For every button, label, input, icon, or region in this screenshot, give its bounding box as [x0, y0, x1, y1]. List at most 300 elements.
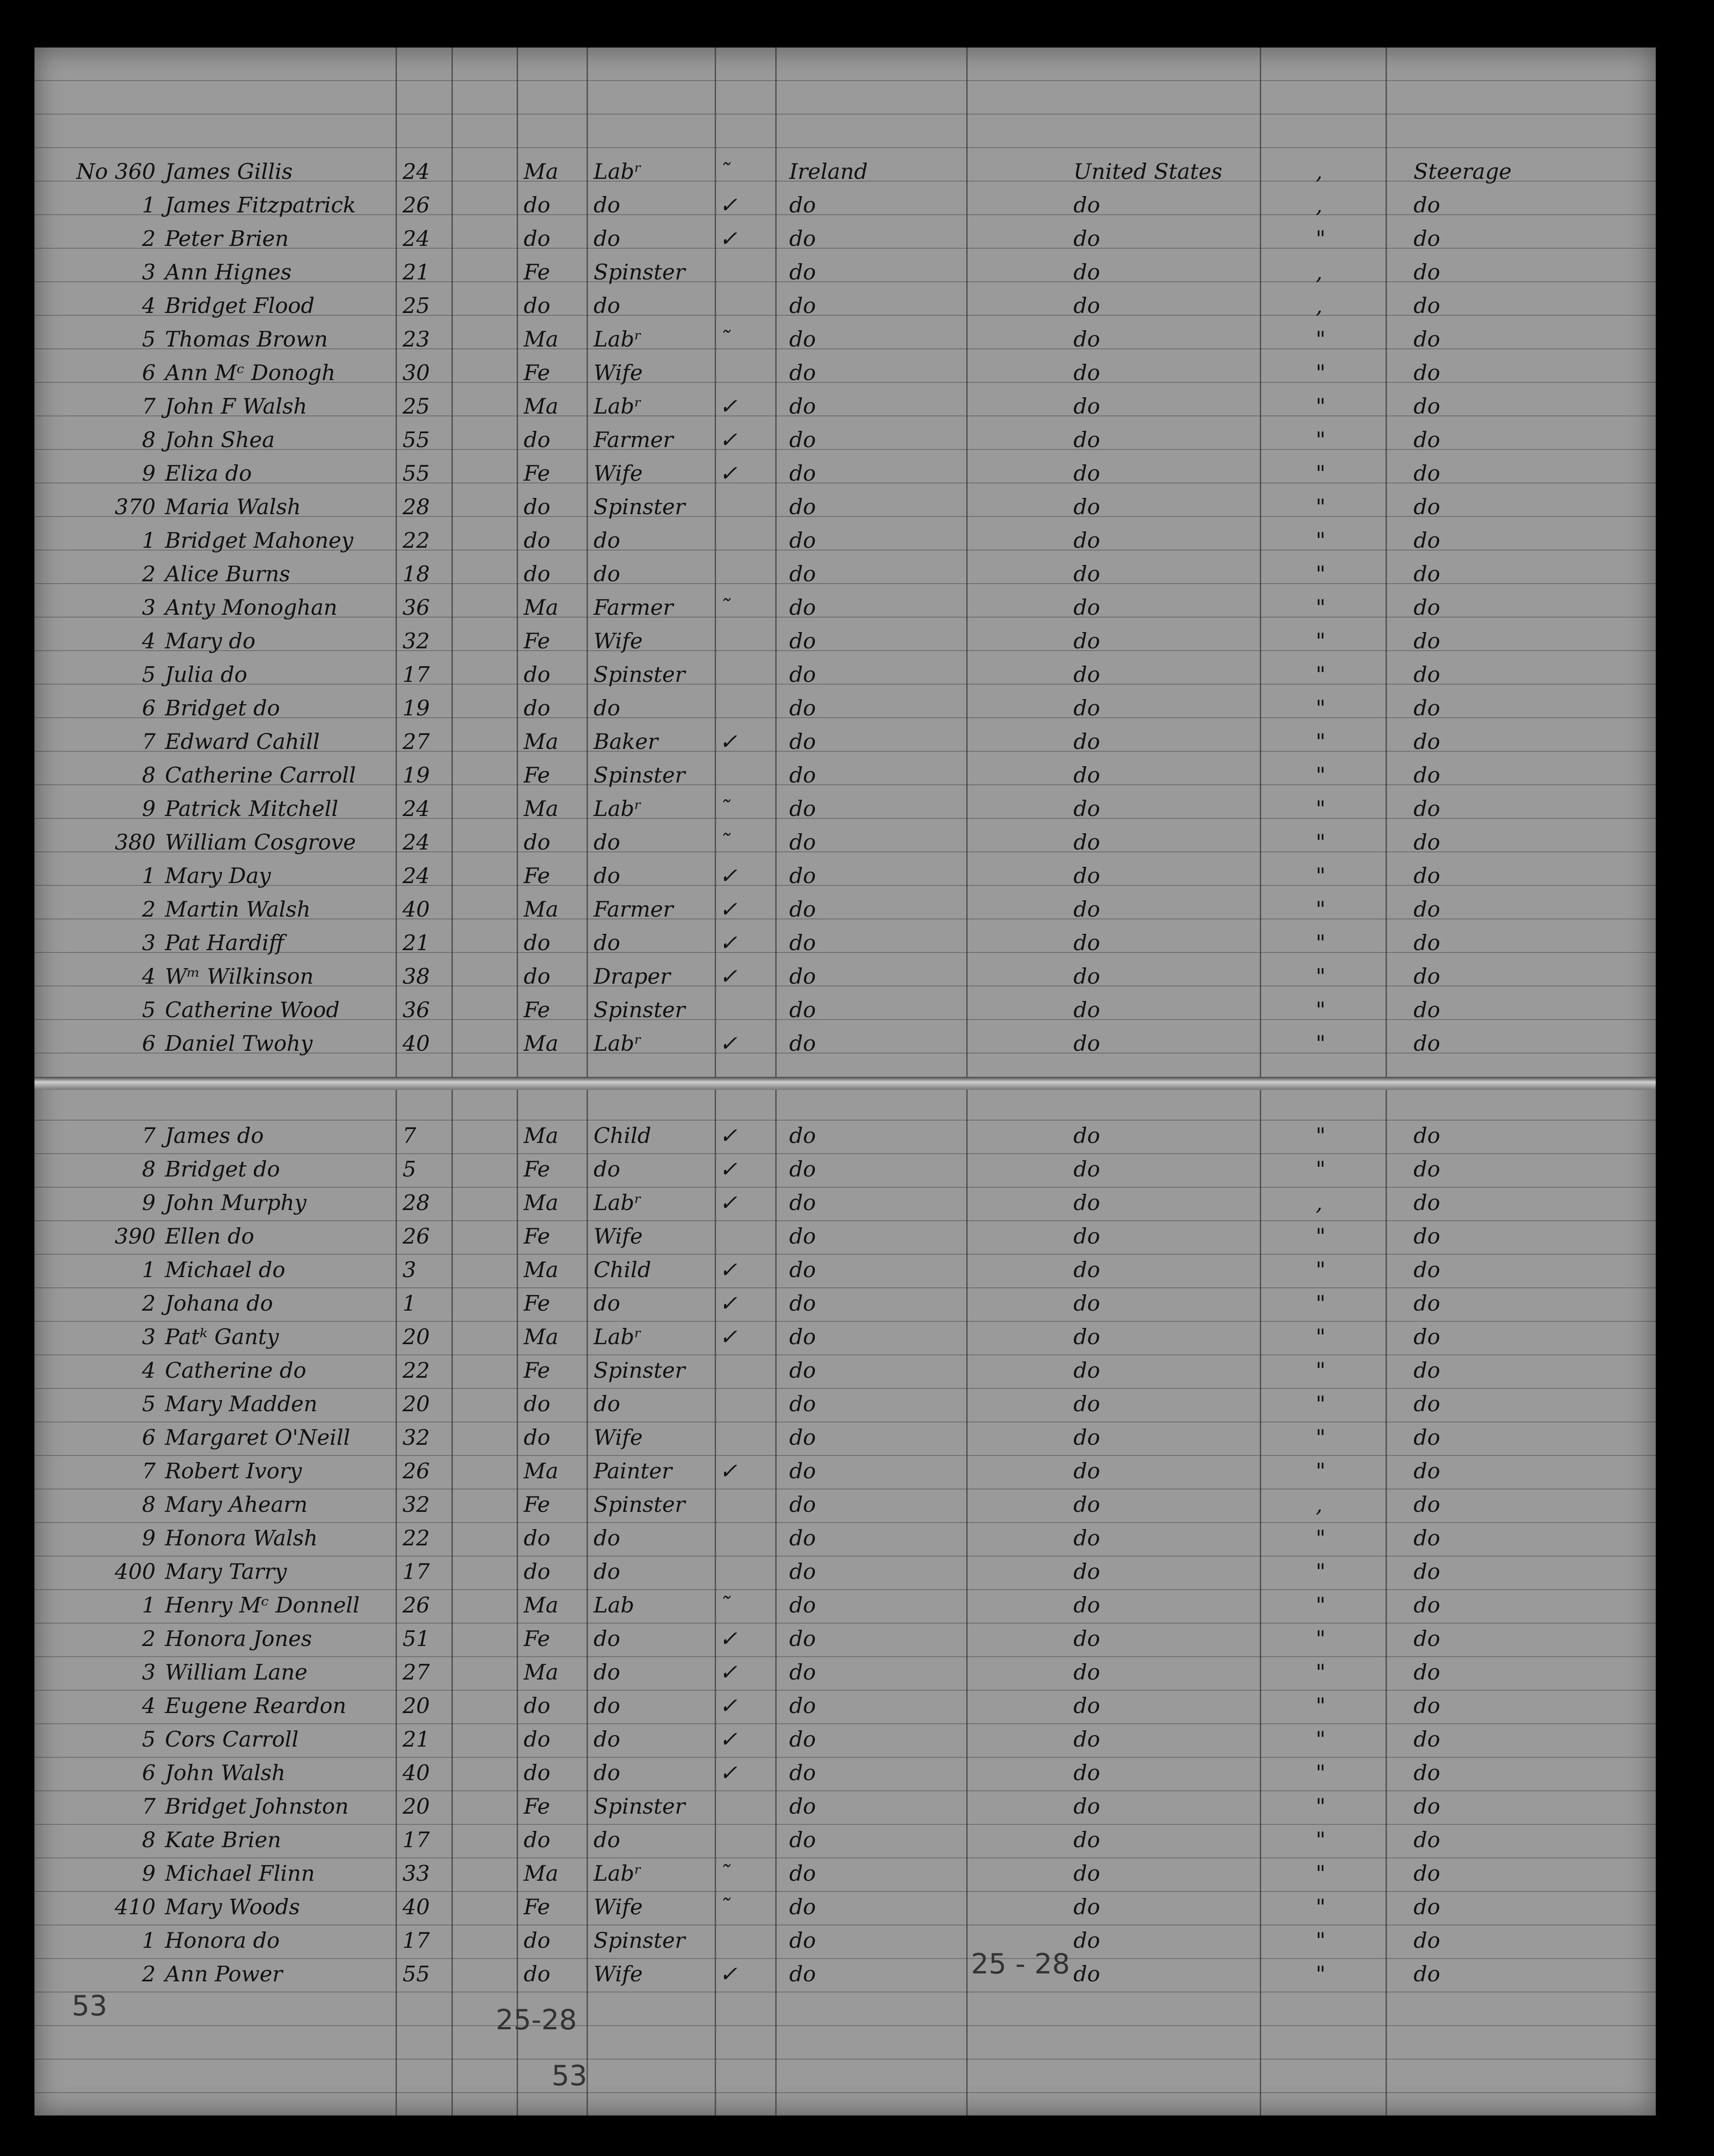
cell-from: do [789, 1827, 816, 1852]
cell-check: ✓ [719, 1031, 737, 1056]
pencil-note: 25 - 28 [971, 1948, 1070, 1980]
cell-from: do [789, 1391, 816, 1416]
cell-sex: do [524, 695, 551, 721]
passenger-row [34, 1320, 1656, 1353]
cell-name: Michael do [165, 1257, 286, 1282]
cell-to: do [1073, 561, 1100, 586]
cell-class: do [1414, 561, 1441, 586]
cell-age: 40 [403, 1760, 430, 1785]
cell-check: ˜ [719, 595, 730, 620]
cell-occupation: do [594, 192, 621, 218]
cell-from: do [789, 1257, 816, 1282]
cell-to: do [1073, 360, 1100, 385]
passenger-row [34, 456, 1656, 490]
cell-check: ✓ [719, 427, 737, 452]
cell-age: 22 [403, 1525, 430, 1551]
passenger-row [34, 1756, 1656, 1789]
cell-to: do [1073, 1727, 1100, 1752]
cell-occupation: Wife [594, 628, 643, 653]
cell-to: do [1073, 293, 1100, 318]
cell-num: 6 [142, 1760, 156, 1785]
cell-to: do [1073, 528, 1100, 553]
cell-from: do [789, 1559, 816, 1584]
cell-check: ✓ [719, 863, 737, 888]
cell-died: " [1316, 863, 1326, 888]
cell-age: 28 [403, 1190, 430, 1215]
cell-check: ✓ [719, 1961, 737, 1986]
cell-to: do [1073, 1031, 1100, 1056]
cell-from: do [789, 1727, 816, 1752]
cell-from: do [789, 662, 816, 687]
cell-age: 24 [403, 159, 430, 184]
cell-age: 55 [403, 461, 430, 486]
cell-name: James Gillis [165, 159, 293, 184]
passenger-row [34, 725, 1656, 758]
passenger-row [34, 1119, 1656, 1152]
cell-age: 7 [403, 1123, 417, 1148]
cell-sex: Ma [524, 796, 559, 821]
cell-check: ✓ [719, 1257, 737, 1282]
cell-num: 390 [115, 1224, 156, 1249]
cell-name: Ellen do [165, 1224, 254, 1249]
cell-name: Johana do [165, 1291, 273, 1316]
cell-sex: do [524, 1525, 551, 1551]
cell-num: 1 [142, 1592, 156, 1618]
cell-num: 1 [142, 528, 156, 553]
cell-name: Ann Mᶜ Donogh [165, 360, 336, 385]
cell-age: 18 [403, 561, 430, 586]
cell-to: do [1073, 1291, 1100, 1316]
cell-to: do [1073, 1324, 1100, 1349]
cell-from: do [789, 360, 816, 385]
cell-to: do [1073, 1425, 1100, 1450]
cell-sex: do [524, 1693, 551, 1718]
cell-to: do [1073, 762, 1100, 788]
cell-sex: Fe [524, 628, 550, 653]
cell-died: " [1316, 394, 1326, 419]
cell-sex: Ma [524, 1324, 559, 1349]
cell-age: 33 [403, 1861, 430, 1886]
cell-sex: do [524, 561, 551, 586]
cell-name: Bridget Johnston [165, 1794, 349, 1819]
cell-class: do [1414, 259, 1441, 285]
cell-num: 1 [142, 863, 156, 888]
cell-check: ˜ [719, 1894, 730, 1919]
cell-class: do [1414, 796, 1441, 821]
cell-sex: Ma [524, 1123, 559, 1148]
cell-occupation: Child [594, 1257, 651, 1282]
cell-class: do [1414, 964, 1441, 989]
cell-num: 8 [142, 427, 156, 452]
cell-occupation: Baker [594, 729, 658, 754]
cell-num: 380 [115, 830, 156, 855]
cell-class: do [1414, 1626, 1441, 1651]
cell-to: do [1073, 1190, 1100, 1215]
cell-occupation: do [594, 863, 621, 888]
cell-from: do [789, 1928, 816, 1953]
passenger-row [34, 557, 1656, 591]
cell-num: 2 [142, 897, 156, 922]
cell-num: 8 [142, 1156, 156, 1182]
cell-class: do [1414, 461, 1441, 486]
cell-name: James Fitzpatrick [165, 192, 356, 218]
cell-to: do [1073, 1224, 1100, 1249]
cell-from: do [789, 461, 816, 486]
cell-num: 5 [142, 997, 156, 1022]
cell-occupation: Spinster [594, 494, 685, 519]
cell-num: 9 [142, 1525, 156, 1551]
cell-check: ✓ [719, 1324, 737, 1349]
cell-num: 3 [142, 595, 156, 620]
cell-num: 5 [142, 1727, 156, 1752]
cell-died: " [1316, 830, 1326, 855]
cell-to: do [1073, 628, 1100, 653]
cell-died: " [1316, 1458, 1326, 1483]
cell-age: 27 [403, 1660, 430, 1685]
cell-to: do [1073, 1660, 1100, 1685]
cell-died: " [1316, 1559, 1326, 1584]
cell-occupation: Spinster [594, 997, 685, 1022]
cell-num: 4 [142, 964, 156, 989]
cell-died: , [1316, 192, 1323, 218]
cell-name: Bridget Mahoney [165, 528, 354, 553]
cell-from: do [789, 695, 816, 721]
passenger-row [34, 1957, 1656, 1991]
cell-num: 6 [142, 1031, 156, 1056]
cell-name: Maria Walsh [165, 494, 301, 519]
cell-occupation: do [594, 695, 621, 721]
cell-class: do [1414, 1861, 1441, 1886]
cell-name: Ann Hignes [165, 259, 292, 285]
cell-occupation: do [594, 1525, 621, 1551]
cell-sex: do [524, 1961, 551, 1986]
cell-to: do [1073, 1525, 1100, 1551]
cell-num: 7 [142, 1123, 156, 1148]
cell-num: 8 [142, 762, 156, 788]
cell-class: do [1414, 1827, 1441, 1852]
passenger-row [34, 1186, 1656, 1219]
cell-name: Catherine Wood [165, 997, 340, 1022]
cell-name: Bridget do [165, 695, 280, 721]
cell-to: do [1073, 259, 1100, 285]
cell-sex: Fe [524, 1794, 550, 1819]
cell-class: do [1414, 1123, 1441, 1148]
cell-sex: do [524, 1928, 551, 1953]
cell-occupation: Farmer [594, 427, 674, 452]
cell-class: do [1414, 1190, 1441, 1215]
cell-sex: Ma [524, 326, 559, 352]
cell-sex: Ma [524, 595, 559, 620]
cell-age: 17 [403, 1827, 430, 1852]
passenger-row [34, 892, 1656, 926]
cell-class: do [1414, 1928, 1441, 1953]
cell-from: do [789, 1358, 816, 1383]
cell-num: 4 [142, 628, 156, 653]
cell-to: do [1073, 192, 1100, 218]
cell-died: " [1316, 1961, 1326, 1986]
cell-from: do [789, 494, 816, 519]
cell-check: ✓ [719, 1190, 737, 1215]
cell-from: do [789, 1156, 816, 1182]
cell-name: Honora Jones [165, 1626, 312, 1651]
cell-check: ✓ [719, 1291, 737, 1316]
cell-check: ˜ [719, 796, 730, 821]
cell-check: ✓ [719, 1626, 737, 1651]
cell-check: ˜ [719, 159, 730, 184]
cell-age: 24 [403, 863, 430, 888]
cell-class: do [1414, 528, 1441, 553]
cell-check: ˜ [719, 1592, 730, 1618]
cell-from: do [789, 226, 816, 251]
cell-age: 55 [403, 427, 430, 452]
cell-died: " [1316, 1626, 1326, 1651]
cell-sex: do [524, 226, 551, 251]
cell-occupation: Farmer [594, 595, 674, 620]
cell-num: 6 [142, 695, 156, 721]
pencil-note: 53 [72, 1990, 108, 2022]
cell-age: 30 [403, 360, 430, 385]
cell-died: " [1316, 461, 1326, 486]
cell-num: 2 [142, 1626, 156, 1651]
cell-occupation: do [594, 1626, 621, 1651]
cell-occupation: Wife [594, 1894, 643, 1919]
cell-num: 4 [142, 1358, 156, 1383]
cell-sex: do [524, 192, 551, 218]
cell-sex: do [524, 830, 551, 855]
cell-died: " [1316, 695, 1326, 721]
cell-from: do [789, 1760, 816, 1785]
cell-to: do [1073, 1760, 1100, 1785]
cell-class: do [1414, 1291, 1441, 1316]
cell-num: 3 [142, 1324, 156, 1349]
cell-name: Honora do [165, 1928, 280, 1953]
cell-num: 1 [142, 192, 156, 218]
passenger-row [34, 959, 1656, 993]
cell-name: Bridget Flood [165, 293, 315, 318]
cell-class: do [1414, 1894, 1441, 1919]
cell-class: Steerage [1414, 159, 1512, 184]
cell-to: do [1073, 1693, 1100, 1718]
passenger-row [34, 1689, 1656, 1722]
passenger-row [34, 255, 1656, 289]
cell-died: , [1316, 259, 1323, 285]
cell-to: do [1073, 394, 1100, 419]
passenger-row [34, 1152, 1656, 1186]
cell-to: do [1073, 897, 1100, 922]
cell-occupation: do [594, 1660, 621, 1685]
cell-died: " [1316, 226, 1326, 251]
cell-from: do [789, 1190, 816, 1215]
cell-age: 5 [403, 1156, 417, 1182]
cell-died: " [1316, 930, 1326, 955]
cell-age: 40 [403, 897, 430, 922]
cell-num: 7 [142, 1794, 156, 1819]
cell-check: ✓ [719, 1123, 737, 1148]
cell-name: Bridget do [165, 1156, 280, 1182]
cell-from: do [789, 595, 816, 620]
cell-occupation: Wife [594, 461, 643, 486]
cell-class: do [1414, 1760, 1441, 1785]
cell-num: 7 [142, 1458, 156, 1483]
cell-to: do [1073, 964, 1100, 989]
cell-died: " [1316, 1928, 1326, 1953]
cell-occupation: Spinster [594, 762, 685, 788]
cell-age: 27 [403, 729, 430, 754]
cell-class: do [1414, 1492, 1441, 1517]
cell-age: 20 [403, 1324, 430, 1349]
cell-sex: Fe [524, 1358, 550, 1383]
cell-class: do [1414, 595, 1441, 620]
cell-to: do [1073, 1928, 1100, 1953]
cell-died: " [1316, 1592, 1326, 1618]
cell-died: " [1316, 1324, 1326, 1349]
cell-from: do [789, 628, 816, 653]
cell-name: Alice Burns [165, 561, 290, 586]
cell-from: do [789, 326, 816, 352]
cell-num: 9 [142, 796, 156, 821]
cell-age: 20 [403, 1391, 430, 1416]
cell-sex: do [524, 293, 551, 318]
cell-name: Mary Madden [165, 1391, 318, 1416]
cell-died: " [1316, 561, 1326, 586]
cell-name: Patrick Mitchell [165, 796, 339, 821]
cell-class: do [1414, 1425, 1441, 1450]
cell-from: do [789, 1626, 816, 1651]
cell-name: Ann Power [165, 1961, 283, 1986]
cell-occupation: Labʳ [594, 1031, 642, 1056]
cell-from: do [789, 997, 816, 1022]
cell-from: do [789, 1031, 816, 1056]
cell-occupation: Spinster [594, 662, 685, 687]
cell-num: 2 [142, 1291, 156, 1316]
cell-sex: Fe [524, 259, 550, 285]
pencil-note: 25-28 [496, 2004, 577, 2036]
cell-num: 8 [142, 1492, 156, 1517]
cell-sex: do [524, 662, 551, 687]
cell-to: do [1073, 997, 1100, 1022]
cell-died: " [1316, 897, 1326, 922]
cell-check: ✓ [719, 226, 737, 251]
cell-sex: Ma [524, 159, 559, 184]
cell-check: ✓ [719, 1156, 737, 1182]
cell-from: do [789, 394, 816, 419]
cell-age: 22 [403, 1358, 430, 1383]
cell-died: , [1316, 293, 1323, 318]
cell-num: 2 [142, 1961, 156, 1986]
cell-to: do [1073, 729, 1100, 754]
cell-occupation: do [594, 1156, 621, 1182]
cell-age: 3 [403, 1257, 417, 1282]
cell-name: Julia do [165, 662, 247, 687]
cell-class: do [1414, 1559, 1441, 1584]
cell-died: , [1316, 159, 1323, 184]
cell-from: do [789, 1693, 816, 1718]
cell-sex: Fe [524, 997, 550, 1022]
cell-num: 2 [142, 226, 156, 251]
cell-from: do [789, 1324, 816, 1349]
cell-to: do [1073, 494, 1100, 519]
cell-sex: Ma [524, 1458, 559, 1483]
cell-died: " [1316, 1760, 1326, 1785]
cell-to: do [1073, 930, 1100, 955]
cell-sex: do [524, 964, 551, 989]
passenger-row [34, 490, 1656, 524]
cell-died: " [1316, 1156, 1326, 1182]
cell-from: do [789, 964, 816, 989]
cell-num: 4 [142, 293, 156, 318]
cell-name: John Murphy [165, 1190, 307, 1215]
cell-age: 28 [403, 494, 430, 519]
cell-sex: Ma [524, 1592, 559, 1618]
cell-died: " [1316, 427, 1326, 452]
cell-occupation: Labʳ [594, 796, 642, 821]
cell-class: do [1414, 1727, 1441, 1752]
cell-sex: Fe [524, 1626, 550, 1651]
cell-class: do [1414, 1358, 1441, 1383]
passenger-row [34, 524, 1656, 557]
passenger-row [34, 624, 1656, 658]
cell-class: do [1414, 1156, 1441, 1182]
cell-class: do [1414, 1961, 1441, 1986]
cell-occupation: do [594, 1760, 621, 1785]
cell-died: " [1316, 528, 1326, 553]
cell-name: John F Walsh [165, 394, 307, 419]
cell-died: " [1316, 1358, 1326, 1383]
cell-occupation: Wife [594, 360, 643, 385]
passenger-row [34, 758, 1656, 792]
cell-class: do [1414, 326, 1441, 352]
cell-name: Mary Ahearn [165, 1492, 308, 1517]
cell-num: 3 [142, 259, 156, 285]
cell-occupation: Labʳ [594, 1861, 642, 1886]
cell-age: 17 [403, 1928, 430, 1953]
cell-sex: Ma [524, 1861, 559, 1886]
cell-name: Mary do [165, 628, 256, 653]
cell-check: ✓ [719, 461, 737, 486]
cell-from: do [789, 1525, 816, 1551]
cell-died: " [1316, 762, 1326, 788]
cell-name: Daniel Twohy [165, 1031, 313, 1056]
cell-occupation: do [594, 1559, 621, 1584]
cell-occupation: Spinster [594, 1928, 685, 1953]
cell-num: 1 [142, 1928, 156, 1953]
cell-num: 6 [142, 360, 156, 385]
cell-to: do [1073, 1257, 1100, 1282]
cell-sex: Fe [524, 1224, 550, 1249]
cell-died: " [1316, 628, 1326, 653]
passenger-row [34, 289, 1656, 322]
passenger-row [34, 1421, 1656, 1454]
cell-check: ✓ [719, 1760, 737, 1785]
cell-num: 8 [142, 1827, 156, 1852]
cell-name: Thomas Brown [165, 326, 328, 352]
passenger-row [34, 356, 1656, 389]
cell-sex: do [524, 427, 551, 452]
cell-sex: do [524, 494, 551, 519]
cell-age: 21 [403, 1727, 430, 1752]
passenger-row [34, 1286, 1656, 1320]
passenger-row [34, 389, 1656, 423]
passenger-row [34, 1353, 1656, 1387]
cell-num: 7 [142, 394, 156, 419]
cell-from: do [789, 528, 816, 553]
cell-num: 5 [142, 662, 156, 687]
cell-class: do [1414, 762, 1441, 788]
cell-name: Henry Mᶜ Donnell [165, 1592, 360, 1618]
cell-class: do [1414, 1693, 1441, 1718]
cell-sex: do [524, 1559, 551, 1584]
cell-died: " [1316, 997, 1326, 1022]
